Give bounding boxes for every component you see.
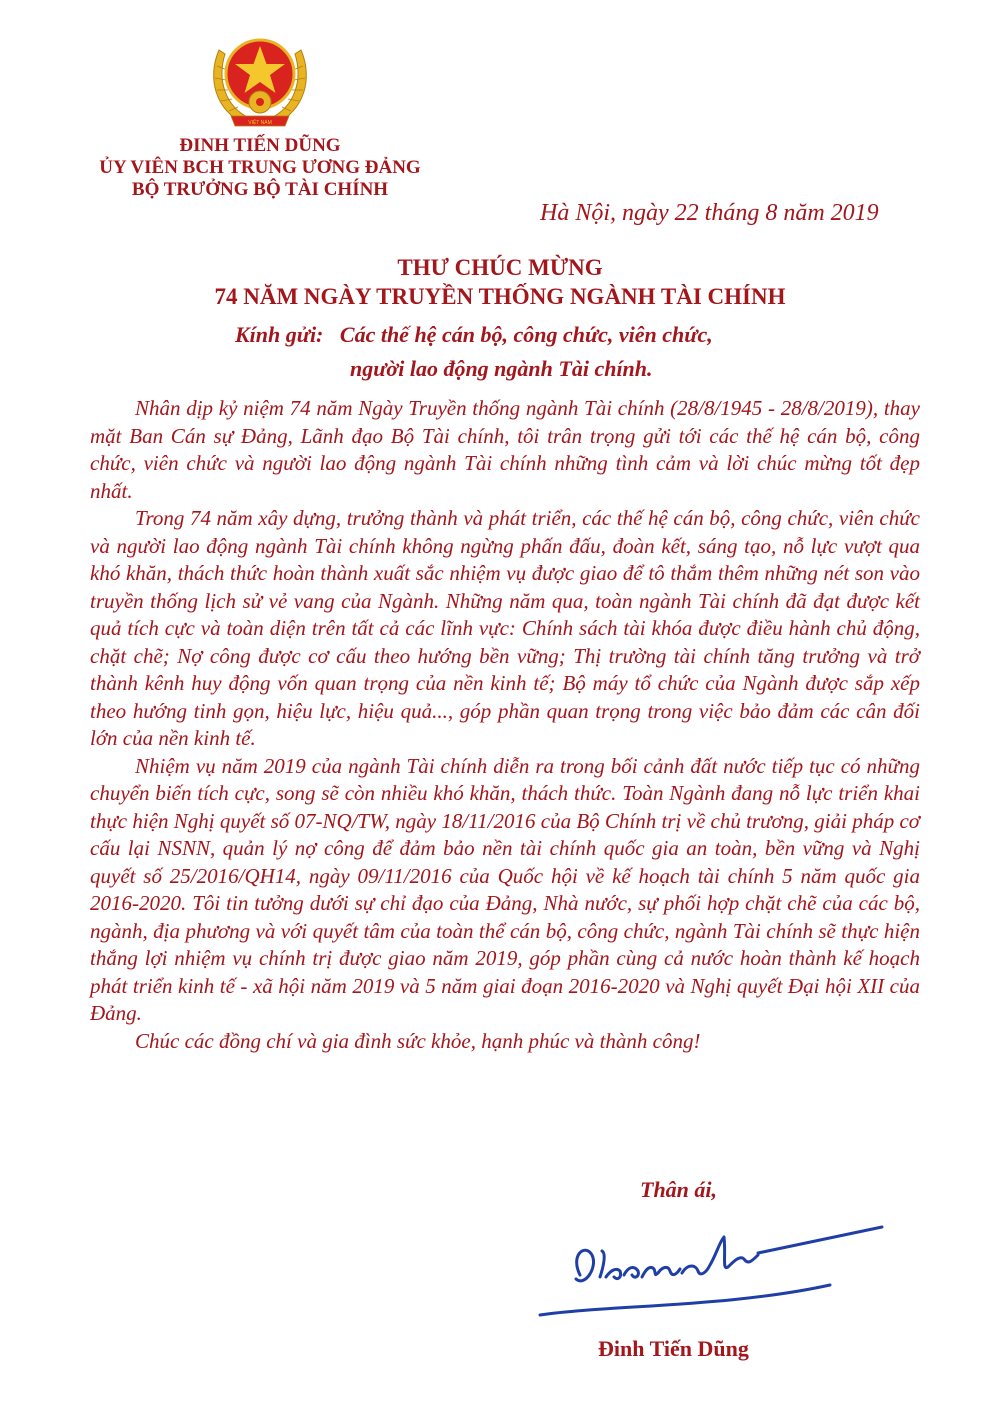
date-line: Hà Nội, ngày 22 tháng 8 năm 2019 (540, 200, 879, 226)
signature-icon (530, 1215, 890, 1325)
recipients-label: Kính gửi: (235, 322, 324, 347)
recipients-text-1: Các thế hệ cán bộ, công chức, viên chức, (339, 322, 713, 347)
letter-body (90, 395, 920, 1055)
body-paragraph: Trong 74 năm xây dựng, trưởng thành và phát triển, các thế hệ cán bộ, công chức, viên chức và người lao động ngành Tài chính không ngừng phấn đấu, đoàn kết, sáng tạo, nỗ lực vượt qua khó khăn, thách thức hoàn thành xuất sắc nhiệm vụ được giao để tô thắm thêm những nét son vào truyền thống lịch sử vẻ vang của Ngành. Những năm qua, toàn ngành Tài chính đã đạt được kết quả tích cực và toàn diện trên tất cả các lĩnh vực: Chính sách tài khóa được điều hành chủ động, chặt chẽ; Nợ công được cơ cấu theo hướng bền vững; Thị trường tài chính tăng trưởng và trở thành kênh huy động vốn quan trọng của nền kinh tế; Bộ máy tổ chức của Ngành được sắp xếp theo hướng tinh gọn, hiệu lực, hiệu quả..., góp phần quan trọng trong việc bảo đảm các cân đối lớn của nền kinh tế. (90, 506, 920, 750)
letter-subtitle: 74 NĂM NGÀY TRUYỀN THỐNG NGÀNH TÀI CHÍNH (214, 284, 786, 309)
sender-position-line: ỦY VIÊN BCH TRUNG ƯƠNG ĐẢNG (99, 157, 421, 178)
signer-name: Đinh Tiến Dũng (598, 1336, 749, 1361)
body-paragraph: Nhân dịp kỷ niệm 74 năm Ngày Truyền thống ngành Tài chính (28/8/1945 - 28/8/2019), thay mặt Ban Cán sự Đảng, Lãnh đạo Bộ Tài chính, tôi trân trọng gửi tới các thế hệ cán bộ, công chức, viên chức và người lao động ngành Tài chính những tình cảm và lời chúc mừng tốt đẹp nhất. (90, 396, 920, 503)
recipients-line-1 (235, 322, 713, 348)
recipients-line-2: người lao động ngành Tài chính. (350, 356, 653, 381)
closing-salutation: Thân ái, (640, 1177, 718, 1202)
emblem-caption: VIỆT NAM (248, 120, 272, 126)
national-emblem-icon (205, 28, 315, 133)
body-paragraph: Nhiệm vụ năm 2019 của ngành Tài chính diễn ra trong bối cảnh đất nước tiếp tục có những chuyển biến tích cực, song sẽ còn nhiều khó khăn, thách thức. Toàn Ngành đang nỗ lực triển khai thực hiện Nghị quyết số 07-NQ/TW, ngày 18/11/2016 của Bộ Chính trị về chủ trương, giải pháp cơ cấu lại NSNN, quản lý nợ công để đảm bảo nền tài chính quốc gia an toàn, bền vững và Nghị quyết số 25/2016/QH14, ngày 09/11/2016 của Quốc hội về kế hoạch tài chính 5 năm quốc gia 2016-2020. Tôi tin tưởng dưới sự chỉ đạo của Đảng, Nhà nước, sự phối hợp chặt chẽ của các bộ, ngành, địa phương và với quyết tâm của toàn thể cán bộ, công chức, ngành Tài chính sẽ thực hiện thắng lợi nhiệm vụ chính trị được giao năm 2019, góp phần cùng cả nước hoàn thành kế hoạch phát triển kinh tế - xã hội năm 2019 và 5 năm giai đoạn 2016-2020 và Nghị quyết Đại hội XII của Đảng. (90, 753, 920, 1025)
sender-header (90, 135, 430, 201)
body-paragraph: Chúc các đồng chí và gia đình sức khỏe, hạnh phúc và thành công! (135, 1028, 701, 1053)
sender-name-line: ĐINH TIẾN DŨNG (179, 135, 341, 156)
letter-title: THƯ CHÚC MỪNG (397, 255, 603, 280)
sender-ministry-line: BỘ TRƯỞNG BỘ TÀI CHÍNH (131, 179, 389, 200)
